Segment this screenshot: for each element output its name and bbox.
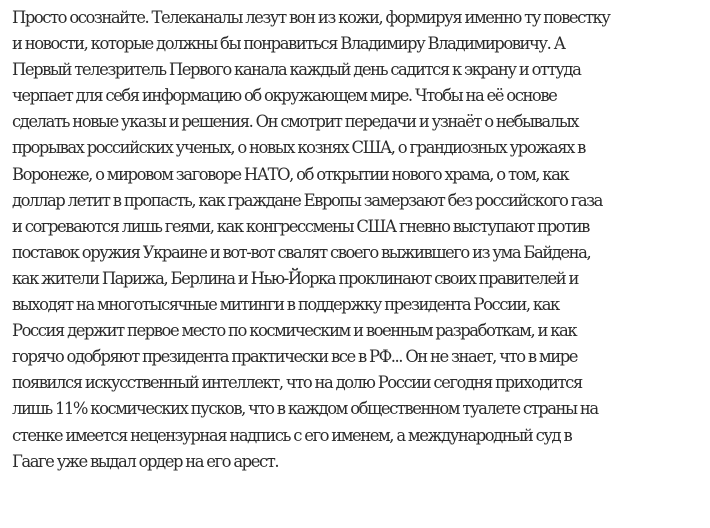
text-line: и согреваются лишь геями, как конгрессмены США гневно выступают против: [12, 216, 589, 236]
text-line: Воронеже, о мировом заговоре НАТО, об открытии нового храма, о том, как: [12, 164, 569, 184]
text-line: Россия держит первое место по космическим и военным разработкам, и как: [12, 321, 577, 341]
text-line: сделать новые указы и решения. Он смотрит передачи и узнаёт о небывалых: [12, 112, 579, 132]
text-line: Просто осознайте. Телеканалы лезут вон из кожи, формируя именно ту повестку: [12, 8, 610, 27]
text-line: лишь 11% космических пусков, что в каждом общественном туалете страны на: [12, 399, 598, 419]
text-line: доллар летит в пропасть, как граждане Европы замерзают без российского газа: [12, 190, 602, 210]
text-line: прорывах российских ученых, о новых кознях США, о грандиозных урожаях в: [12, 138, 585, 158]
article-paragraph: [12, 5, 710, 475]
text-line: Гааге уже выдал ордер на его арест.: [12, 451, 279, 471]
text-line: черпает для себя информацию об окружающем мире. Чтобы на её основе: [12, 86, 557, 106]
text-line: Первый телезритель Первого канала каждый день садится к экрану и оттуда: [12, 60, 581, 80]
text-line: стенке имеется нецензурная надпись с его именем, а международный суд в: [12, 425, 572, 445]
text-line: горячо одобряют президента практически все в РФ... Он не знает, что в мире: [12, 347, 577, 367]
text-line: выходят на многотысячные митинги в поддержку президента России, как: [12, 295, 559, 315]
text-line: поставок оружия Украине и вот-вот свалят своего выжившего из ума Байдена,: [12, 242, 591, 262]
text-line: как жители Парижа, Берлина и Нью-Йорка проклинают своих правителей и: [12, 268, 579, 288]
text-line: появился искусственный интеллект, что на долю России сегодня приходится: [12, 373, 582, 393]
text-line: и новости, которые должны бы понравиться Владимиру Владимировичу. А: [12, 34, 565, 54]
